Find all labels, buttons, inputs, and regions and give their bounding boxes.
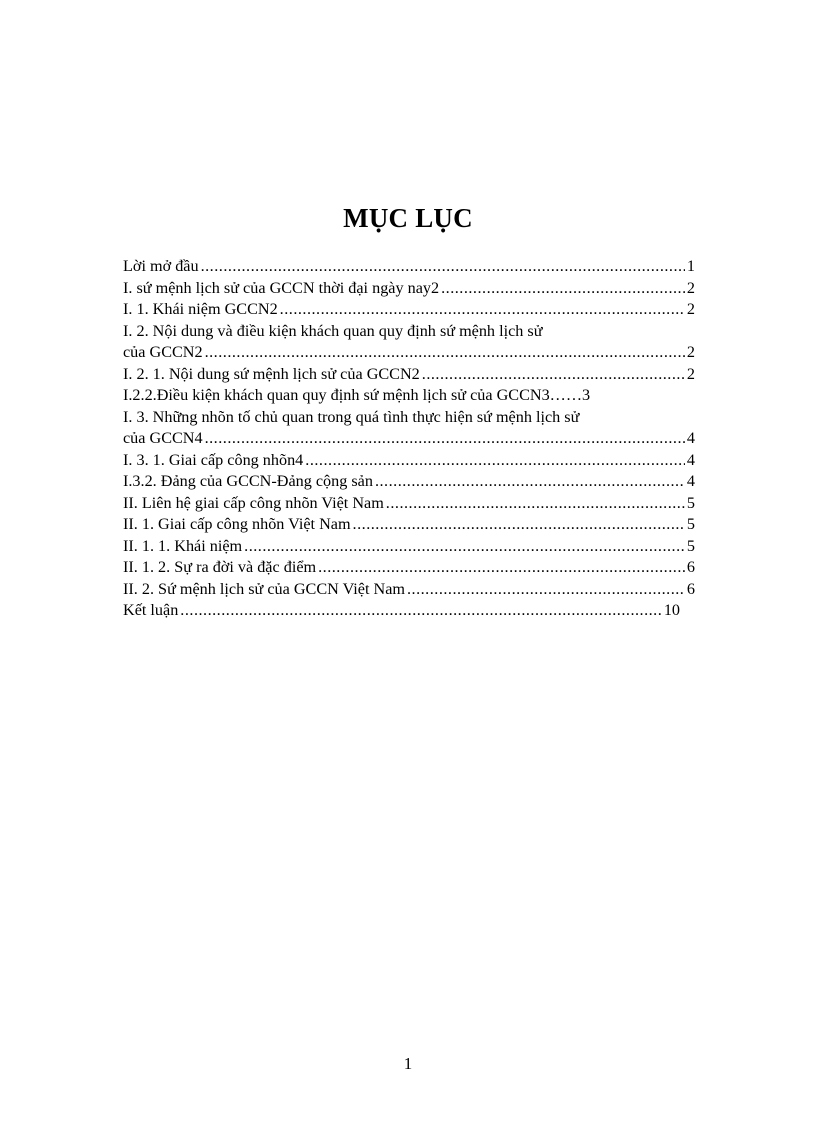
toc-entry-label: II. 2. Sứ mệnh lịch sử của GCCN Việt Nam	[123, 579, 405, 598]
toc-entry-section-1-2[interactable]	[123, 321, 695, 364]
toc-entry-page: 3	[582, 386, 591, 404]
toc-entry-label: I.2.2.Điều kiện khách quan quy định sứ mệnh lịch sử của GCCN3……	[123, 386, 583, 404]
toc-entry-label-line2: của GCCN2	[123, 343, 203, 361]
toc-leader-dots	[280, 299, 685, 321]
toc-entry-label: Kết luận	[123, 601, 179, 619]
toc-entry-label: I. sứ mệnh lịch sử của GCCN thời đại ngày nay2	[123, 278, 440, 297]
toc-entry-section-1-2-1[interactable]	[123, 364, 695, 386]
toc-leader-dots	[201, 256, 685, 278]
toc-entry-page: 5	[686, 493, 695, 512]
toc-leader-dots	[244, 536, 685, 558]
toc-entry-page: 2	[686, 278, 695, 297]
page-title: MỤC LỤC	[343, 203, 473, 233]
toc-entry-label: II. 1. 2. Sự ra đời và đặc điểm	[123, 558, 317, 576]
toc-entry-section-2[interactable]	[123, 493, 695, 515]
toc-entry-page: 4	[686, 429, 695, 447]
toc-entry-label: I. 1. Khái niệm GCCN2	[123, 300, 278, 318]
toc-leader-dots	[375, 471, 685, 493]
toc-entry-label: II. 1. Giai cấp công nhõn Việt Nam	[123, 515, 351, 533]
toc-entry-section-2-1[interactable]	[123, 514, 695, 536]
toc-entry-section-2-1-1[interactable]	[123, 536, 695, 558]
page-number: 1	[403, 1054, 413, 1073]
toc-leader-dots	[180, 600, 662, 622]
toc-entry-page: 2	[686, 343, 695, 361]
toc-entry-page: 4	[686, 472, 695, 490]
toc-entry-section-2-2[interactable]	[123, 579, 695, 601]
toc-entry-section-1-2-2[interactable]	[123, 385, 695, 407]
toc-entry-section-1-3-2[interactable]	[123, 471, 695, 493]
toc-entry-label: I. 3. 1. Giai cấp công nhõn4	[123, 450, 304, 469]
toc-entry-page: 5	[686, 536, 695, 555]
toc-leader-dots	[422, 364, 685, 386]
toc-entry-page: 6	[686, 558, 695, 576]
toc-entry-page: 2	[686, 364, 695, 383]
toc-entry-label-line1: I. 2. Nội dung và điều kiện khách quan quy định sứ mệnh lịch sử	[123, 321, 543, 340]
toc-entry-section-1-1[interactable]	[123, 299, 695, 321]
toc-entry-label: Lời mở đầu	[123, 257, 199, 275]
toc-entry-section-1-3[interactable]	[123, 407, 695, 450]
toc-entry-label: II. 1. 1. Khái niệm	[123, 536, 243, 555]
toc-entry-label: I. 2. 1. Nội dung sứ mệnh lịch sử của GCCN2	[123, 364, 420, 383]
toc-entry-conclusion[interactable]	[123, 600, 680, 622]
toc-entry-label-line1: I. 3. Những nhõn tố chủ quan trong quá tình thực hiện sứ mệnh lịch sử	[123, 407, 580, 426]
toc-leader-dots	[205, 428, 685, 450]
toc-entry-label: I.3.2. Đảng của GCCN-Đảng cộng sản	[123, 472, 373, 490]
toc-leader-dots	[205, 342, 685, 364]
toc-leader-dots	[353, 514, 685, 536]
toc-entry-label-line2: của GCCN4	[123, 429, 203, 447]
toc-entry-label: II. Liên hệ giai cấp công nhõn Việt Nam	[123, 493, 384, 512]
toc-entry-page: 1	[686, 257, 695, 275]
toc-leader-dots	[386, 493, 685, 515]
toc-entry-page: 2	[686, 300, 695, 318]
toc-leader-dots	[318, 557, 685, 579]
toc-entry-intro[interactable]	[123, 256, 695, 278]
toc-leader-dots	[407, 579, 685, 601]
toc-entry-page: 5	[686, 515, 695, 533]
toc-entry-section-1[interactable]	[123, 278, 695, 300]
toc-entry-section-1-3-1[interactable]	[123, 450, 695, 472]
toc-entry-section-2-1-2[interactable]	[123, 557, 695, 579]
toc-leader-dots	[441, 278, 685, 300]
toc-entry-page: 10	[663, 601, 680, 619]
toc-entry-page: 4	[686, 450, 695, 469]
toc-entry-page: 6	[686, 579, 695, 598]
toc-leader-dots	[305, 450, 685, 472]
table-of-contents	[123, 256, 695, 622]
